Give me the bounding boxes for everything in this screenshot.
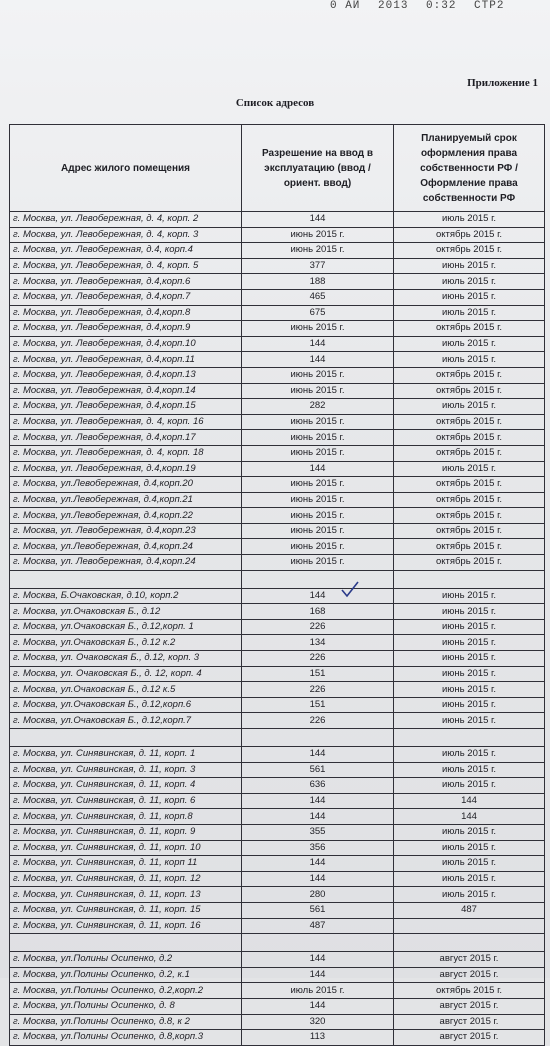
cell-ownership: [394, 934, 545, 952]
cell-address: г. Москва, ул. Левобережная, д.4,корп.13: [10, 367, 242, 383]
cell-permit: июнь 2015 г.: [242, 445, 394, 461]
cell-address: г. Москва, ул. Левобережная, д.4,корп.11: [10, 352, 242, 368]
table-row: [10, 619, 545, 635]
cell-address: г. Москва, ул. Левобережная, д. 4, корп. 5: [10, 258, 242, 274]
table-row: [10, 713, 545, 729]
table-row: [10, 399, 545, 415]
cell-ownership: август 2015 г.: [394, 998, 545, 1014]
cell-address: г. Москва, ул. Левобережная, д.4,корп.8: [10, 305, 242, 321]
table-row: [10, 778, 545, 794]
cell-ownership: июль 2015 г.: [394, 461, 545, 477]
table-row: [10, 305, 545, 321]
cell-address: г. Москва, ул.Очаковская Б., д.12,корп. 1: [10, 619, 242, 635]
table-row: [10, 243, 545, 259]
table-row: [10, 604, 545, 620]
cell-address: г. Москва, ул. Синявинская, д. 11, корп. 9: [10, 824, 242, 840]
cell-address: г. Москва, ул. Синявинская, д. 11, корп. 3: [10, 762, 242, 778]
table-row: [10, 840, 545, 856]
table-row: [10, 445, 545, 461]
table-row: [10, 367, 545, 383]
cell-ownership: июль 2015 г.: [394, 212, 545, 228]
cell-permit: 144: [242, 967, 394, 983]
cell-permit: 487: [242, 918, 394, 934]
cell-ownership: октябрь 2015 г.: [394, 367, 545, 383]
cell-permit: 144: [242, 952, 394, 968]
list-title: Список адресов: [235, 97, 315, 109]
cell-ownership: октябрь 2015 г.: [394, 523, 545, 539]
cell-ownership: октябрь 2015 г.: [394, 477, 545, 493]
table-row: [10, 918, 545, 934]
cell-permit: 636: [242, 778, 394, 794]
cell-address: г. Москва, ул.Полины Осипенко, д.8, к 2: [10, 1014, 242, 1030]
cell-permit: 144: [242, 588, 394, 604]
table-row: [10, 682, 545, 698]
cell-address: г. Москва, ул. Левобережная, д. 4, корп. 3: [10, 227, 242, 243]
cell-address: г. Москва, ул. Очаковская Б., д.12, корп. 3: [10, 651, 242, 667]
cell-address: г. Москва, ул. Синявинская, д. 11, корп.8: [10, 809, 242, 825]
appendix-label: Приложение 1: [467, 77, 538, 89]
cell-address: г. Москва, Б.Очаковская, д.10, корп.2: [10, 588, 242, 604]
cell-address: г. Москва, ул. Левобережная, д. 4, корп. 18: [10, 445, 242, 461]
cell-permit: 113: [242, 1030, 394, 1046]
cell-ownership: июль 2015 г.: [394, 305, 545, 321]
cell-address: г. Москва, ул. Левобережная, д.4,корп.7: [10, 289, 242, 305]
cell-permit: 356: [242, 840, 394, 856]
table-row: [10, 762, 545, 778]
cell-address: г. Москва, ул.Левобережная, д.4,корп.24: [10, 539, 242, 555]
table-row: [10, 998, 545, 1014]
fax-header: [330, 0, 514, 12]
cell-permit: июнь 2015 г.: [242, 227, 394, 243]
cell-permit: 151: [242, 697, 394, 713]
cell-ownership: июль 2015 г.: [394, 747, 545, 763]
cell-ownership: июль 2015 г.: [394, 762, 545, 778]
cell-ownership: июнь 2015 г.: [394, 619, 545, 635]
cell-permit: 280: [242, 887, 394, 903]
table-row: [10, 635, 545, 651]
cell-ownership: 144: [394, 809, 545, 825]
table-row: [10, 523, 545, 539]
cell-address: г. Москва, ул. Синявинская, д. 11, корп. 4: [10, 778, 242, 794]
cell-ownership: июль 2015 г.: [394, 352, 545, 368]
table-row: [10, 508, 545, 524]
cell-ownership: октябрь 2015 г.: [394, 227, 545, 243]
cell-ownership: [394, 918, 545, 934]
cell-ownership: [394, 570, 545, 588]
table-row: [10, 352, 545, 368]
cell-ownership: октябрь 2015 г.: [394, 983, 545, 999]
cell-ownership: июль 2015 г.: [394, 887, 545, 903]
cell-permit: 226: [242, 713, 394, 729]
cell-permit: июнь 2015 г.: [242, 383, 394, 399]
cell-ownership: октябрь 2015 г.: [394, 383, 545, 399]
cell-ownership: октябрь 2015 г.: [394, 321, 545, 337]
cell-ownership: август 2015 г.: [394, 1030, 545, 1046]
cell-address: г. Москва, ул.Левобережная, д.4,корп.20: [10, 477, 242, 493]
cell-ownership: июнь 2015 г.: [394, 258, 545, 274]
cell-address: г. Москва, ул. Синявинская, д. 11, корп. 10: [10, 840, 242, 856]
table-row: [10, 321, 545, 337]
cell-ownership: июль 2015 г.: [394, 399, 545, 415]
cell-permit: июль 2015 г.: [242, 983, 394, 999]
cell-permit: 561: [242, 902, 394, 918]
cell-permit: 377: [242, 258, 394, 274]
cell-permit: [242, 729, 394, 747]
cell-permit: июнь 2015 г.: [242, 430, 394, 446]
cell-permit: июнь 2015 г.: [242, 243, 394, 259]
table-row: [10, 414, 545, 430]
cell-address: г. Москва, ул. Левобережная, д.4,корп.15: [10, 399, 242, 415]
cell-address: г. Москва, ул. Левобережная, д. 4, корп. 16: [10, 414, 242, 430]
cell-permit: 144: [242, 809, 394, 825]
cell-address: г. Москва, ул. Левобережная, д.4,корп.6: [10, 274, 242, 290]
cell-permit: июнь 2015 г.: [242, 523, 394, 539]
cell-ownership: 144: [394, 793, 545, 809]
cell-address: г. Москва, ул. Левобережная, д.4,корп.10: [10, 336, 242, 352]
table-row: [10, 227, 545, 243]
cell-address: г. Москва, ул. Синявинская, д. 11, корп. 13: [10, 887, 242, 903]
cell-permit: 168: [242, 604, 394, 620]
cell-ownership: июль 2015 г.: [394, 856, 545, 872]
cell-ownership: июнь 2015 г.: [394, 289, 545, 305]
table-row: [10, 871, 545, 887]
cell-address: г. Москва, ул. Синявинская, д. 11, корп 11: [10, 856, 242, 872]
table-row: [10, 809, 545, 825]
cell-ownership: июнь 2015 г.: [394, 713, 545, 729]
cell-address: г. Москва, ул. Левобережная, д.4,корп.24: [10, 555, 242, 571]
table-row: [10, 1030, 545, 1046]
cell-address: г. Москва, ул. Левобережная, д.4,корп.19: [10, 461, 242, 477]
cell-permit: 144: [242, 212, 394, 228]
cell-ownership: октябрь 2015 г.: [394, 508, 545, 524]
cell-permit: 144: [242, 871, 394, 887]
cell-ownership: октябрь 2015 г.: [394, 243, 545, 259]
header-address: Адрес жилого помещения: [10, 125, 242, 212]
cell-permit: 226: [242, 619, 394, 635]
cell-ownership: июль 2015 г.: [394, 824, 545, 840]
cell-permit: 144: [242, 336, 394, 352]
cell-address: г. Москва, ул.Очаковская Б., д.12: [10, 604, 242, 620]
cell-permit: 144: [242, 856, 394, 872]
cell-permit: 320: [242, 1014, 394, 1030]
header-permit: Разрешение на ввод в эксплуатацию (ввод / ориент. ввод): [242, 125, 394, 212]
table-row: [10, 856, 545, 872]
cell-ownership: июль 2015 г.: [394, 778, 545, 794]
table-header-row: [10, 125, 545, 212]
cell-address: г. Москва, ул.Левобережная, д.4,корп.22: [10, 508, 242, 524]
cell-permit: 465: [242, 289, 394, 305]
cell-address: г. Москва, ул.Очаковская Б., д.12 к.2: [10, 635, 242, 651]
table-row: [10, 539, 545, 555]
cell-permit: июнь 2015 г.: [242, 539, 394, 555]
table-row: [10, 747, 545, 763]
cell-ownership: [394, 729, 545, 747]
cell-address: г. Москва, ул.Очаковская Б., д.12 к.5: [10, 682, 242, 698]
cell-address: г. Москва, ул. Левобережная, д.4, корп.4: [10, 243, 242, 259]
cell-permit: 144: [242, 747, 394, 763]
table-row: [10, 289, 545, 305]
cell-address: г. Москва, ул.Полины Осипенко, д. 8: [10, 998, 242, 1014]
table-row: [10, 902, 545, 918]
table-row: [10, 887, 545, 903]
check-icon: [340, 580, 360, 600]
cell-ownership: июль 2015 г.: [394, 336, 545, 352]
cell-address: [10, 934, 242, 952]
table-row: [10, 430, 545, 446]
cell-permit: 144: [242, 998, 394, 1014]
cell-address: г. Москва, ул. Синявинская, д. 11, корп. 15: [10, 902, 242, 918]
cell-permit: 355: [242, 824, 394, 840]
fax-header-date: 0 АЙ: [330, 0, 361, 12]
cell-address: [10, 570, 242, 588]
cell-ownership: июнь 2015 г.: [394, 697, 545, 713]
cell-permit: [242, 934, 394, 952]
cell-ownership: июнь 2015 г.: [394, 666, 545, 682]
cell-address: г. Москва, ул. Синявинская, д. 11, корп. 1: [10, 747, 242, 763]
cell-address: [10, 729, 242, 747]
table-row: [10, 793, 545, 809]
cell-ownership: октябрь 2015 г.: [394, 539, 545, 555]
table-row: [10, 492, 545, 508]
table-row: [10, 1014, 545, 1030]
table-row: [10, 729, 545, 747]
table-row: [10, 555, 545, 571]
fax-header-year: 2013: [378, 0, 409, 12]
table-row: [10, 967, 545, 983]
table-row: [10, 934, 545, 952]
cell-permit: июнь 2015 г.: [242, 555, 394, 571]
cell-address: г. Москва, ул.Полины Осипенко, д.2, к.1: [10, 967, 242, 983]
cell-ownership: июль 2015 г.: [394, 871, 545, 887]
cell-permit: [242, 570, 394, 588]
cell-address: г. Москва, ул. Левобережная, д. 4, корп. 2: [10, 212, 242, 228]
cell-permit: 188: [242, 274, 394, 290]
table-row: [10, 258, 545, 274]
cell-permit: 282: [242, 399, 394, 415]
cell-address: г. Москва, ул.Полины Осипенко, д.8,корп.3: [10, 1030, 242, 1046]
cell-ownership: октябрь 2015 г.: [394, 555, 545, 571]
cell-permit: июнь 2015 г.: [242, 414, 394, 430]
cell-address: г. Москва, ул. Синявинская, д. 11, корп. 16: [10, 918, 242, 934]
table-row: [10, 697, 545, 713]
table-row: [10, 336, 545, 352]
cell-permit: 144: [242, 793, 394, 809]
cell-ownership: август 2015 г.: [394, 952, 545, 968]
cell-permit: июнь 2015 г.: [242, 508, 394, 524]
cell-address: г. Москва, ул.Полины Осипенко, д.2: [10, 952, 242, 968]
cell-address: г. Москва, ул. Очаковская Б., д. 12, корп. 4: [10, 666, 242, 682]
cell-address: г. Москва, ул. Синявинская, д. 11, корп. 6: [10, 793, 242, 809]
cell-permit: 226: [242, 682, 394, 698]
cell-ownership: август 2015 г.: [394, 967, 545, 983]
cell-ownership: июнь 2015 г.: [394, 604, 545, 620]
table-row: [10, 952, 545, 968]
cell-ownership: июль 2015 г.: [394, 274, 545, 290]
cell-permit: июнь 2015 г.: [242, 492, 394, 508]
cell-ownership: июль 2015 г.: [394, 840, 545, 856]
cell-ownership: август 2015 г.: [394, 1014, 545, 1030]
cell-ownership: июнь 2015 г.: [394, 682, 545, 698]
cell-ownership: октябрь 2015 г.: [394, 445, 545, 461]
cell-address: г. Москва, ул. Синявинская, д. 11, корп. 12: [10, 871, 242, 887]
cell-ownership: октябрь 2015 г.: [394, 430, 545, 446]
cell-permit: 134: [242, 635, 394, 651]
cell-permit: июнь 2015 г.: [242, 477, 394, 493]
table-row: [10, 824, 545, 840]
fax-header-time: 0:32: [426, 0, 457, 12]
table-row: [10, 383, 545, 399]
table-row: [10, 274, 545, 290]
cell-permit: 675: [242, 305, 394, 321]
cell-permit: 226: [242, 651, 394, 667]
table-row: [10, 983, 545, 999]
cell-permit: июнь 2015 г.: [242, 321, 394, 337]
cell-permit: 151: [242, 666, 394, 682]
table-row: [10, 570, 545, 588]
table-row: [10, 651, 545, 667]
cell-permit: 561: [242, 762, 394, 778]
cell-ownership: июнь 2015 г.: [394, 651, 545, 667]
header-ownership: Планируемый срок оформления права собственности РФ /Оформление права собственности РФ: [394, 125, 545, 212]
table-row: [10, 461, 545, 477]
table-row: [10, 666, 545, 682]
cell-permit: 144: [242, 461, 394, 477]
fax-header-page: СТР2: [474, 0, 505, 12]
cell-address: г. Москва, ул.Очаковская Б., д.12,корп.7: [10, 713, 242, 729]
table-body: [10, 212, 545, 1046]
cell-ownership: июнь 2015 г.: [394, 588, 545, 604]
table-row: [10, 477, 545, 493]
cell-address: г. Москва, ул. Левобережная, д.4,корп.14: [10, 383, 242, 399]
cell-address: г. Москва, ул.Очаковская Б., д.12,корп.6: [10, 697, 242, 713]
address-table: [9, 124, 545, 1046]
table-row: [10, 588, 545, 604]
cell-address: г. Москва, ул. Левобережная, д.4,корп.17: [10, 430, 242, 446]
cell-address: г. Москва, ул. Левобережная, д.4,корп.9: [10, 321, 242, 337]
cell-ownership: июнь 2015 г.: [394, 635, 545, 651]
table-row: [10, 212, 545, 228]
cell-permit: 144: [242, 352, 394, 368]
cell-ownership: октябрь 2015 г.: [394, 414, 545, 430]
cell-address: г. Москва, ул.Полины Осипенко, д.2,корп.2: [10, 983, 242, 999]
cell-address: г. Москва, ул.Левобережная, д.4,корп.21: [10, 492, 242, 508]
cell-ownership: 487: [394, 902, 545, 918]
cell-permit: июнь 2015 г.: [242, 367, 394, 383]
cell-address: г. Москва, ул. Левобережная, д.4,корп.23: [10, 523, 242, 539]
cell-ownership: октябрь 2015 г.: [394, 492, 545, 508]
